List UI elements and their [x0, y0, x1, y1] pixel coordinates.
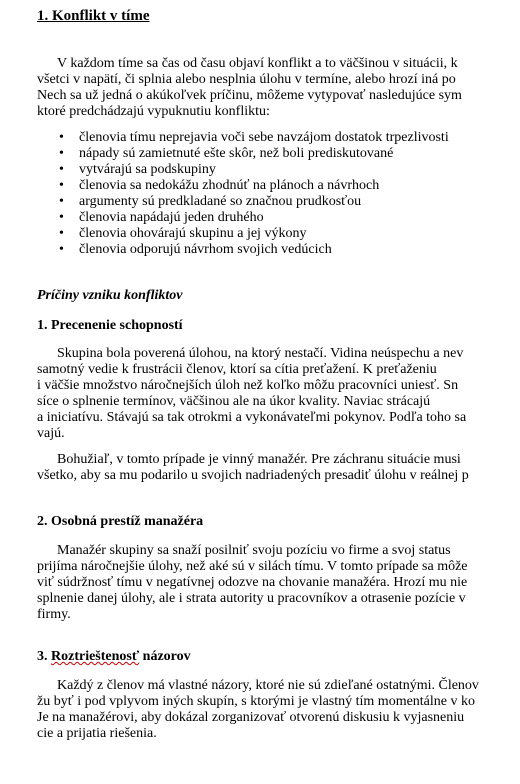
section-title-causes: Príčiny vzniku konfliktov: [37, 288, 183, 303]
page-title: 1. Konflikt v tíme: [37, 8, 150, 24]
paragraph-line: Je na manažérovi, aby dokázal zorganizovať otvorenú diskusiu k vyjasneniu: [37, 710, 465, 725]
list-item-text: členovia napádajú jeden druhého: [79, 210, 264, 225]
subheading-cause-1: 1. Precenenie schopností: [37, 318, 183, 333]
bullet-icon: •: [59, 178, 64, 193]
intro-line: V každom tíme sa čas od času objaví konflikt a to väčšinou v situácii, k: [57, 56, 458, 71]
paragraph-line: a iniciatívu. Stávajú sa tak otrokmi a vykonávateľmi pokynov. Podľa toho sa: [37, 410, 467, 425]
list-item: [57, 178, 449, 194]
paragraph-line: Bohužiaľ, v tomto prípade je vinný manažér. Pre záchranu situácie musi: [57, 452, 461, 467]
list-item: [57, 226, 449, 242]
paragraph-line: síce o splnenie termínov, väčšinou ale na úkor kvality. Naviac strácajú: [37, 394, 431, 409]
bullet-icon: •: [59, 146, 64, 161]
list-item-text: členovia tímu neprejavia voči sebe navzájom dostatok trpezlivosti: [79, 130, 449, 145]
bullet-icon: •: [59, 130, 64, 145]
list-item: [57, 162, 449, 178]
paragraph-line: všetko, aby sa mu podarilo u svojich nadriadených presadiť úlohu v reálnej p: [37, 468, 469, 483]
list-item: [57, 210, 449, 226]
list-item-text: členovia odporujú návrhom svojich vedúcich: [79, 242, 332, 257]
list-item-text: argumenty sú predkladané so značnou prudkosťou: [79, 194, 362, 209]
list-item-text: nápady sú zamietnuté ešte skôr, než boli prediskutované: [79, 146, 394, 161]
paragraph-line: splnenie danej úlohy, ale i strata autority u pracovníkov a otrasenie pozície v: [37, 591, 466, 606]
paragraph-line: viť súdržnosť tímu v negatívnej odozve na chovanie manažéra. Hrozí mu nie: [37, 575, 468, 590]
intro-line: ktoré predchádzajú vypuknutiu konfliktu:: [37, 104, 270, 119]
paragraph-line: samotný vedie k frustrácii členov, ktorí sa cítia preťažení. K preťaženiu: [37, 362, 437, 377]
misspelled-word: Roztrieštenosť: [51, 649, 140, 664]
paragraph-line: prijíma náročnejšie úlohy, než aké sú v silách tímu. V tomto prípade sa môže: [37, 559, 468, 574]
intro-line: Nech sa už jedná o akúkoľvek príčinu, môžeme vytypovať nasledujúce sym: [37, 88, 462, 103]
list-item: [57, 130, 449, 146]
subheading-prefix: 3.: [37, 649, 51, 664]
list-item: [57, 146, 449, 162]
list-item: [57, 242, 449, 258]
bullet-icon: •: [59, 226, 64, 241]
paragraph-line: firmy.: [37, 607, 71, 622]
symptom-list: [57, 130, 449, 258]
paragraph-line: žu byť i pod vplyvom iných skupín, s ktorými je vlastný tím momentálne v ko: [37, 694, 475, 709]
paragraph-line: i väčšie množstvo náročnejších úloh než koľko môžu pracovníci uniesť. Sn: [37, 378, 459, 393]
bullet-icon: •: [59, 194, 64, 209]
paragraph-line: vajú.: [37, 426, 65, 441]
paragraph-line: Každý z členov má vlastné názory, ktoré nie sú zdieľané ostatnými. Členov: [57, 678, 479, 693]
bullet-icon: •: [59, 242, 64, 257]
list-item-text: členovia ohovárajú skupinu a jej výkony: [79, 226, 307, 241]
intro-line: všetci v napätí, či splnia alebo nesplnia úlohu v termíne, alebo hrozí iná po: [37, 72, 456, 87]
list-item-text: vytvárajú sa podskupiny: [79, 162, 216, 177]
paragraph-line: cie a prijatia riešenia.: [37, 726, 157, 741]
bullet-icon: •: [59, 210, 64, 225]
subheading-cause-2: 2. Osobná prestíž manažéra: [37, 514, 204, 529]
paragraph-line: Manažér skupiny sa snaží posilniť svoju pozíciu vo firme a svoj status: [57, 543, 451, 558]
subheading-cause-3: [37, 649, 191, 665]
paragraph-line: Skupina bola poverená úlohou, na ktorý nestačí. Vidina neúspechu a nev: [57, 346, 464, 361]
list-item-text: členovia sa nedokážu zhodnúť na plánoch a návrhoch: [79, 178, 380, 193]
bullet-icon: •: [59, 162, 64, 177]
list-item: [57, 194, 449, 210]
subheading-suffix: názorov: [139, 649, 191, 664]
